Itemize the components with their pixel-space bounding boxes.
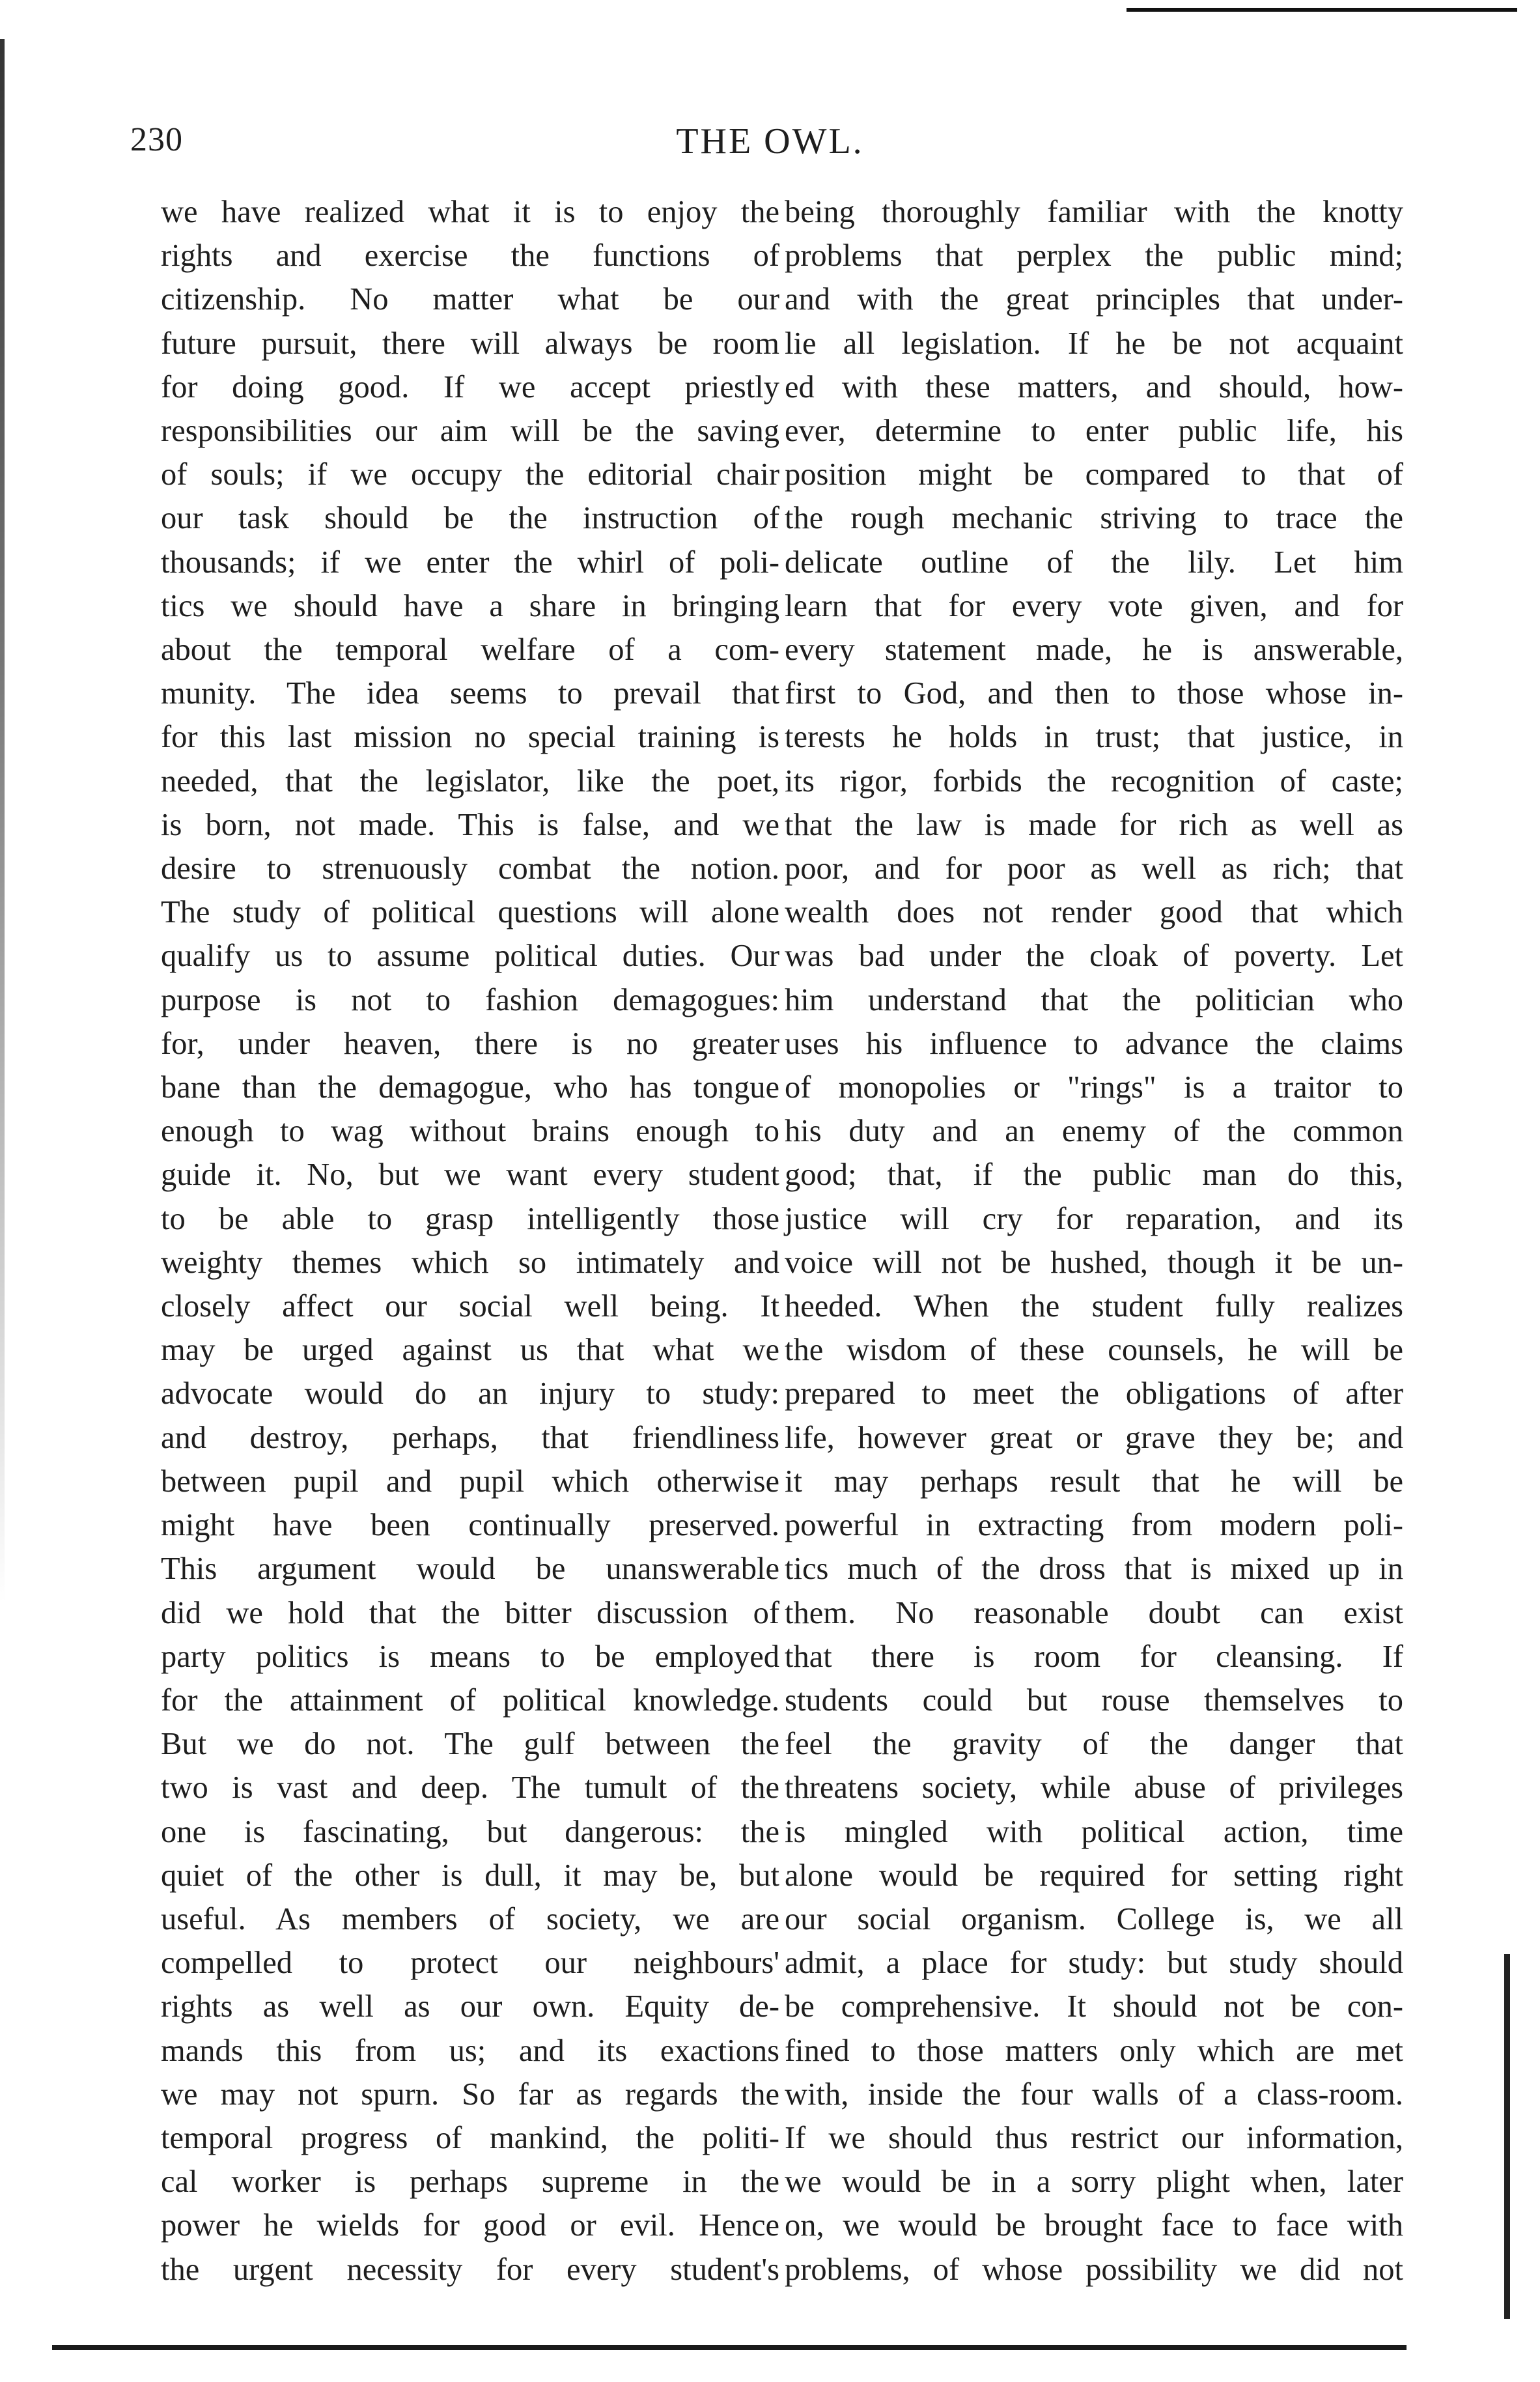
text-line: of monopolies or "rings" is a traitor to — [785, 1070, 1403, 1105]
text-line: tics we should have a share in bringing — [161, 588, 779, 623]
text-line: temporal progress of mankind, the politi- — [161, 2120, 779, 2155]
text-line: desire to strenuously combat the notion. — [161, 851, 779, 886]
text-line: our social organism. College is, we all — [785, 1901, 1403, 1936]
text-line: future pursuit, there will always be room — [161, 326, 779, 361]
text-line: threatens society, while abuse of privileges — [785, 1770, 1403, 1806]
text-line: of souls; if we occupy the editorial chair — [161, 457, 779, 492]
text-line: powerful in extracting from modern poli- — [785, 1508, 1403, 1543]
text-line: justice will cry for reparation, and its — [785, 1201, 1403, 1236]
text-line: citizenship. No matter what be our — [161, 282, 779, 317]
text-line: the rough mechanic striving to trace the — [785, 501, 1403, 536]
text-line: we have realized what it is to enjoy the — [161, 195, 779, 229]
text-line: is mingled with political action, time — [785, 1814, 1403, 1849]
text-line: the urgent necessity for every student's — [161, 2252, 779, 2287]
text-line: ever, determine to enter public life, his — [785, 414, 1403, 449]
text-line: to be able to grasp intelligently those — [161, 1201, 779, 1236]
text-line: qualify us to assume political duties. Our — [161, 939, 779, 974]
text-line: every statement made, he is answerable, — [785, 632, 1403, 668]
text-line: But we do not. The gulf between the — [161, 1727, 779, 1762]
text-line: about the temporal welfare of a com- — [161, 632, 779, 668]
text-line: fined to those matters only which are met — [785, 2033, 1403, 2068]
text-line: and destroy, perhaps, that friendliness — [161, 1420, 779, 1455]
text-line: was bad under the cloak of poverty. Let — [785, 939, 1403, 974]
text-line: students could but rouse themselves to — [785, 1682, 1403, 1718]
text-line: feel the gravity of the danger that — [785, 1727, 1403, 1762]
text-line: lie all legislation. If he be not acquaint — [785, 326, 1403, 361]
text-line: delicate outline of the lily. Let him — [785, 545, 1403, 580]
text-line: position might be compared to that of — [785, 457, 1403, 492]
scan-edge-top — [1127, 8, 1517, 12]
text-line: for this last mission no special training is — [161, 720, 779, 755]
scan-edge-left — [0, 39, 5, 1602]
text-line: bane than the demagogue, who has tongue — [161, 1070, 779, 1105]
text-line: and with the great principles that under- — [785, 282, 1403, 317]
text-line: its rigor, forbids the recognition of caste; — [785, 763, 1403, 799]
text-line: his duty and an enemy of the common — [785, 1114, 1403, 1149]
text-line: did we hold that the bitter discussion of — [161, 1595, 779, 1630]
text-line: weighty themes which so intimately and — [161, 1245, 779, 1280]
text-line: admit, a place for study: but study should — [785, 1946, 1403, 1981]
text-line: cal worker is perhaps supreme in the — [161, 2164, 779, 2200]
text-line: the wisdom of these counsels, he will be — [785, 1333, 1403, 1368]
text-line: learn that for every vote given, and for — [785, 588, 1403, 623]
text-line: prepared to meet the obligations of after — [785, 1376, 1403, 1411]
text-line: heeded. When the student fully realizes — [785, 1289, 1403, 1324]
text-line: is born, not made. This is false, and we — [161, 807, 779, 842]
text-line: guide it. No, but we want every student — [161, 1157, 779, 1193]
text-line: we would be in a sorry plight when, later — [785, 2164, 1403, 2200]
text-line: our task should be the instruction of — [161, 501, 779, 536]
text-line: mands this from us; and its exactions — [161, 2033, 779, 2068]
text-line: ed with these matters, and should, how- — [785, 369, 1403, 404]
text-line: problems that perplex the public mind; — [785, 238, 1403, 274]
text-line: munity. The idea seems to prevail that — [161, 676, 779, 711]
text-line: The study of political questions will alone — [161, 895, 779, 930]
text-line: problems, of whose possibility we did not — [785, 2252, 1403, 2287]
text-line: uses his influence to advance the claims — [785, 1026, 1403, 1061]
text-line: we may not spurn. So far as regards the — [161, 2077, 779, 2112]
text-line: power he wields for good or evil. Hence — [161, 2208, 779, 2243]
text-line: for, under heaven, there is no greater — [161, 1026, 779, 1061]
text-line: that the law is made for rich as well as — [785, 807, 1403, 842]
scan-edge-right — [1504, 1954, 1510, 2319]
text-line: closely affect our social well being. It — [161, 1289, 779, 1324]
text-line: advocate would do an injury to study: — [161, 1376, 779, 1411]
text-line: be comprehensive. It should not be con- — [785, 1989, 1403, 2024]
text-line: wealth does not render good that which — [785, 895, 1403, 930]
text-line: thousands; if we enter the whirl of poli- — [161, 545, 779, 580]
text-line: rights as well as our own. Equity de- — [161, 1989, 779, 2024]
text-line: If we should thus restrict our information, — [785, 2120, 1403, 2155]
left-text-column — [161, 190, 779, 2291]
text-line: one is fascinating, but dangerous: the — [161, 1814, 779, 1849]
text-line: useful. As members of society, we are — [161, 1901, 779, 1936]
text-line: him understand that the politician who — [785, 982, 1403, 1017]
text-line: party politics is means to be employed — [161, 1639, 779, 1674]
text-line: needed, that the legislator, like the poet, — [161, 763, 779, 799]
page-number: 230 — [130, 121, 183, 158]
text-line: alone would be required for setting right — [785, 1858, 1403, 1893]
text-line: with, inside the four walls of a class-room. — [785, 2077, 1403, 2112]
text-line: them. No reasonable doubt can exist — [785, 1595, 1403, 1630]
text-line: enough to wag without brains enough to — [161, 1114, 779, 1149]
text-line: This argument would be unanswerable — [161, 1552, 779, 1587]
text-line: compelled to protect our neighbours' — [161, 1946, 779, 1981]
text-line: that there is room for cleansing. If — [785, 1639, 1403, 1674]
text-line: good; that, if the public man do this, — [785, 1157, 1403, 1193]
text-line: might have been continually preserved. — [161, 1508, 779, 1543]
scan-edge-bottom — [52, 2345, 1407, 2350]
text-line: poor, and for poor as well as rich; that — [785, 851, 1403, 886]
text-line: tics much of the dross that is mixed up in — [785, 1552, 1403, 1587]
text-line: may be urged against us that what we — [161, 1333, 779, 1368]
text-line: for doing good. If we accept priestly — [161, 369, 779, 404]
text-line: rights and exercise the functions of — [161, 238, 779, 274]
text-line: life, however great or grave they be; and — [785, 1420, 1403, 1455]
text-line: first to God, and then to those whose in- — [785, 676, 1403, 711]
text-line: being thoroughly familiar with the knotty — [785, 195, 1403, 229]
text-line: it may perhaps result that he will be — [785, 1464, 1403, 1499]
right-text-column — [785, 190, 1403, 2291]
text-line: between pupil and pupil which otherwise — [161, 1464, 779, 1499]
text-line: quiet of the other is dull, it may be, but — [161, 1858, 779, 1893]
text-line: terests he holds in trust; that justice, in — [785, 720, 1403, 755]
text-line: two is vast and deep. The tumult of the — [161, 1770, 779, 1806]
running-head-title: THE OWL. — [676, 121, 864, 162]
text-line: for the attainment of political knowledge. — [161, 1682, 779, 1718]
text-line: responsibilities our aim will be the saving — [161, 414, 779, 449]
text-line: on, we would be brought face to face with — [785, 2208, 1403, 2243]
text-line: voice will not be hushed, though it be un- — [785, 1245, 1403, 1280]
text-line: purpose is not to fashion demagogues: — [161, 982, 779, 1017]
